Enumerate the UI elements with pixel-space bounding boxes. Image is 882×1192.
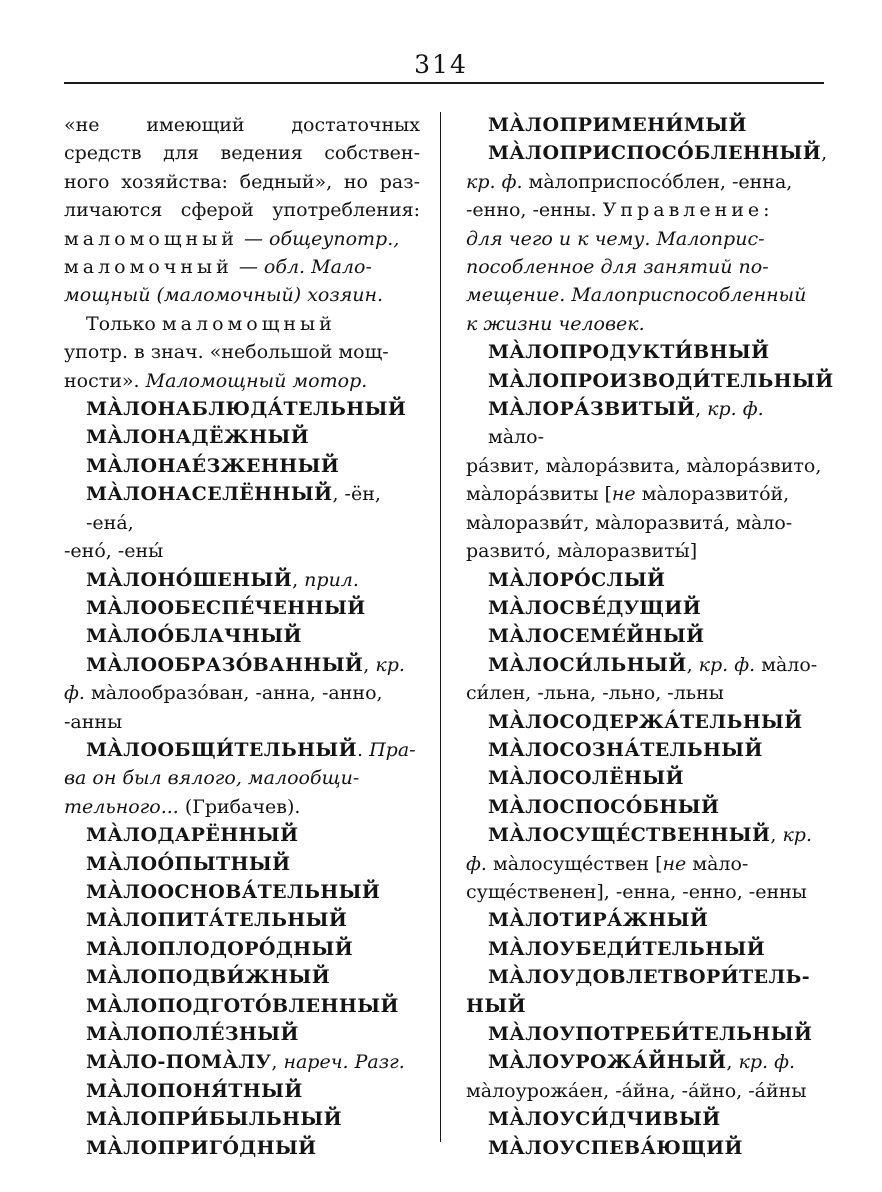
headword: МА̀ЛОДАРЁННЫЙ (86, 824, 299, 847)
note-line (64, 310, 420, 338)
usage-word: маломощный (64, 227, 238, 250)
headword: МА̀ЛОУДОВЛЕТВОРИ́ТЕЛЬ- (488, 966, 811, 989)
entry-punct: : (763, 199, 770, 222)
entry-continuation (466, 196, 824, 224)
headword: МА̀ЛОНАДЁЖНЫЙ (86, 426, 310, 449)
entry-example: пособленное для занятий по- (466, 256, 769, 279)
usage-example: мощный (маломочный) хозяин. (64, 284, 384, 307)
entry-continuation: ма̀лоурожа́ен, -а́йна, -а́йно, -а́йны (466, 1079, 807, 1102)
entry-line (64, 736, 420, 764)
headword: МА̀ЛОУБЕДИ́ТЕЛЬНЫЙ (488, 937, 766, 960)
entry-line (466, 821, 824, 849)
headword: МА̀ЛОПРИМЕНИ́МЫЙ (488, 114, 747, 136)
entry-label: ф. (466, 852, 487, 875)
entry-continuation (466, 480, 824, 508)
headword: МА̀ЛОСПОСО́БНЫЙ (488, 795, 720, 818)
headword: МА̀ЛОУРОЖА́ЙНЫЙ (488, 1051, 727, 1074)
entry-line (64, 651, 420, 679)
headword: МА̀ЛОПРИГО́ДНЫЙ (86, 1136, 317, 1159)
entry-forms: ма̀лосуще́ствен [ (486, 852, 663, 875)
entry-punct: , (695, 398, 708, 421)
entry-continuation (64, 793, 420, 821)
intro-line: ного хозяйства: бедный», но раз- (64, 170, 420, 193)
entry-forms: ма̀лообразо́ван, -анна, -анно, (84, 682, 383, 705)
headword: МА̀ЛОПОДВИ́ЖНЫЙ (86, 966, 331, 989)
headword: МА̀ЛОПОНЯ́ТНЫЙ (86, 1079, 303, 1102)
entry-continuation: развито́, ма̀лоразвиты́] (466, 540, 698, 563)
entry-forms: ма̀ло- (488, 426, 545, 449)
headword: МА̀ЛООСНОВА́ТЕЛЬНЫЙ (86, 880, 381, 903)
headword: МА̀ЛОУСПЕВА́ЮЩИЙ (488, 1136, 743, 1159)
entry-continuation: си́лен, -льна, -льно, -льны (466, 682, 724, 705)
entry-punct: , (821, 142, 828, 165)
headword: МА̀ЛОНАСЕЛЁННЫЙ (86, 483, 333, 506)
entry-example: Пра- (369, 738, 416, 761)
right-column (466, 111, 834, 1162)
entry-continuation: ра́звит, ма̀лора́звита, ма̀лора́звито, (466, 454, 822, 477)
entry-continuation (64, 679, 420, 707)
entry-line (64, 566, 420, 594)
headword: МА̀ЛОСОЗНА́ТЕЛЬНЫЙ (488, 738, 763, 761)
headword-continuation: НЫЙ (466, 994, 526, 1017)
entry-label: прил. (304, 568, 359, 591)
entry-label: кр. ф. (738, 1051, 795, 1074)
usage-line (64, 225, 420, 253)
entry-example: мещение. Малоприспособленный (466, 284, 807, 307)
entry-forms: ма̀ло- (755, 653, 818, 676)
headword: МА̀ЛОНО́ШЕНЫЙ (86, 568, 293, 591)
entry-forms: , -ён, -ена́, (86, 483, 381, 534)
entry-label: кр. (375, 653, 405, 676)
headword: МА̀ЛОНАЕ́ЗЖЕННЫЙ (86, 454, 340, 477)
entry-label: кр. ф. (707, 398, 764, 421)
usage-word: маломочный (64, 256, 233, 279)
entry-section: Управление (602, 199, 764, 222)
headword: МА̀ЛОПРОИЗВОДИ́ТЕЛЬНЫЙ (488, 369, 834, 392)
usage-note: — обл. Мало- (232, 256, 372, 279)
headword: МА̀ЛОСВЕ́ДУЩИЙ (488, 596, 702, 619)
header-rule (64, 82, 824, 84)
entry-continuation (466, 168, 824, 196)
entry-label: не (611, 483, 636, 506)
entry-punct: , (726, 1051, 739, 1074)
entry-line (64, 480, 420, 537)
entry-label: кр. ф. (466, 170, 523, 193)
usage-note: — общеупотр., (237, 227, 400, 250)
entry-punct: . (357, 738, 370, 761)
headword: МА̀ЛООБРАЗО́ВАННЫЙ (86, 653, 364, 676)
headword: МА̀ЛОСОЛЁНЫЙ (488, 767, 684, 790)
entry-source: (Грибачев). (178, 795, 301, 818)
headword: МА̀ЛОПОЛЕ́ЗНЫЙ (86, 1023, 299, 1045)
intro-line: средств для ведения собствен- (64, 142, 420, 165)
entry-forms: ма̀ло- (686, 852, 749, 875)
entry-line (64, 1048, 420, 1076)
entry-example: к жизни человек. (466, 312, 645, 335)
headword: МА̀ЛОРО́СЛЫЙ (488, 568, 666, 591)
entry-line (466, 139, 828, 167)
headword: МА̀ЛОПИТА́ТЕЛЬНЫЙ (86, 909, 348, 932)
headword: МА̀ЛОТИРА́ЖНЫЙ (488, 909, 709, 932)
intro-line: личаются сферой употребления: (64, 199, 420, 222)
page-number: 314 (414, 50, 468, 79)
entry-continuation: -ено́, -ены́ (64, 540, 164, 563)
headword: МА̀ЛОПЛОДОРО́ДНЫЙ (86, 937, 354, 960)
entry-punct: , (292, 568, 305, 591)
entry-punct: , (770, 824, 783, 847)
entry-label: ф. (64, 682, 85, 705)
note-line: употр. в знач. «небольшой мощ- (64, 341, 389, 364)
entry-label: кр. ф. (698, 653, 756, 676)
headword: МА̀ЛООБЕСПЕ́ЧЕННЫЙ (86, 596, 366, 619)
usage-line (64, 253, 420, 281)
entry-example: ва он был вялого, малообщи- (64, 767, 360, 790)
entry-line (466, 651, 824, 679)
entry-punct: , (686, 653, 699, 676)
intro-line: «не имеющий достаточных (64, 114, 420, 136)
headword: МА̀ЛОПРИСПОСО́БЛЕННЫЙ (488, 142, 822, 165)
headword: МА̀ЛОО́БЛАЧНЫЙ (86, 625, 302, 648)
note-line (64, 367, 420, 395)
headword: МА̀ЛОПРИ́БЫЛЬНЫЙ (86, 1108, 342, 1131)
headword: МА̀ЛОУСИ́ДЧИВЫЙ (488, 1108, 721, 1131)
entry-label: не (662, 852, 687, 875)
entry-forms: ма̀лоразвито́й, (635, 483, 790, 506)
note-lead: Только (86, 312, 156, 335)
headword: МА̀ЛОСУЩЕ́СТВЕННЫЙ (488, 824, 771, 847)
headword: МА̀ЛОНАБЛЮДА́ТЕЛЬНЫЙ (86, 398, 407, 421)
headword: МА̀ЛОПРОДУКТИ́ВНЫЙ (488, 341, 770, 364)
headword: МА̀ЛОСЕМЕ́ЙНЫЙ (488, 625, 705, 648)
headword: МА̀ЛОПОДГОТО́ВЛЕННЫЙ (86, 994, 399, 1017)
headword: МА̀ЛОСИ́ЛЬНЫЙ (488, 653, 687, 676)
entry-label: нареч. Разг. (283, 1051, 405, 1074)
entry-example: для чего и к чему. Малоприс- (466, 227, 765, 250)
headword: МА̀ЛОРА́ЗВИТЫЙ (488, 398, 696, 421)
entry-continuation: -анны (64, 710, 123, 733)
entry-continuation: суще́ственен], -енна, -енно, -енны (466, 880, 807, 903)
note-word: маломощный (161, 312, 336, 335)
entry-continuation (466, 850, 824, 878)
entry-label: кр. (782, 824, 812, 847)
column-divider (440, 112, 441, 1142)
headword: МА̀ЛОУПОТРЕБИ́ТЕЛЬНЫЙ (488, 1023, 813, 1045)
entry-forms: ма̀лора́звиты [ (466, 483, 612, 506)
entry-punct: , (363, 653, 376, 676)
headword: МА̀ЛООБЩИ́ТЕЛЬНЫЙ (86, 738, 357, 761)
entry-punct: , (271, 1051, 284, 1074)
entry-forms: -енно, -енны. (466, 199, 603, 222)
headword: МА̀ЛОСОДЕРЖА́ТЕЛЬНЫЙ (488, 710, 803, 733)
entry-continuation: ма̀лоразви́т, ма̀лоразвита́, ма̀ло- (466, 511, 793, 534)
headword: МА̀ЛО-ПОМА̀ЛУ (86, 1051, 272, 1074)
note-example: Маломощный мотор. (145, 369, 368, 392)
entry-forms: ма̀лоприспосо́блен, -енна, (522, 170, 793, 193)
entry-line (466, 395, 824, 452)
headword: МА̀ЛОО́ПЫТНЫЙ (86, 852, 291, 875)
note-text: ности». (64, 369, 146, 392)
entry-example: тельного... (64, 795, 179, 818)
left-column (64, 111, 420, 1162)
entry-line (466, 1048, 824, 1076)
